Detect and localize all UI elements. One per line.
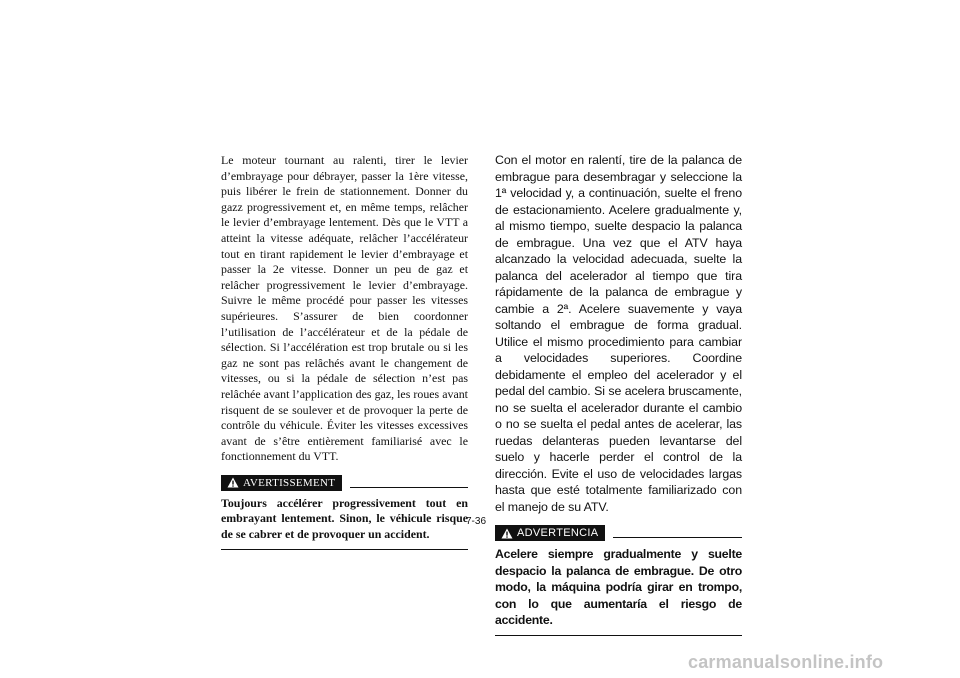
- warning-triangle-icon: [227, 477, 239, 488]
- spanish-warning-label-text: ADVERTENCIA: [517, 527, 599, 539]
- french-warning-header: [221, 473, 468, 491]
- spanish-column: [495, 152, 742, 636]
- spanish-warning-text: Acelere siempre gradualmente y suelte despacio la palanca de embrague. De otro modo, la máquina podría girar en trompo, con lo que aumentaría el riesgo de accidente.: [495, 547, 742, 627]
- spanish-body-text: Con el motor en ralentí, tire de la palanca de embrague para desembragar y seleccione la 1ª velocidad y, a continuación, suelte el freno de estacionamiento. Acelere gradualmente y, al mismo tiempo, suelte despacio la palanca de embrague. Una vez que el ATV haya alcanzado la velocidad adecuada, suelte la palanca del acelerador al tiempo que tira rápidamente de la palanca de embrague y cambie a 2ª. Acelere suavemente y vaya soltando el embrague de forma gradual. Utilice el mismo procedimiento para cambiar a velocidades superiores. Coordine debidamente el empleo del acelerador y el pedal del cambio. Si se acelera bruscamente, no se suelta el acelerador durante el cambio o no se suelta el pedal antes de acelerar, las ruedas delanteras pueden levantarse del suelo y hacerle perder el control de la dirección. Evite el uso de velocidades largas hasta que esté totalmente familiarizado con el manejo de su ATV.: [495, 153, 742, 514]
- warning-triangle-icon: [501, 528, 513, 539]
- french-warning-label-text: AVERTISSEMENT: [243, 476, 336, 489]
- french-warning-rule: [350, 487, 468, 488]
- french-body-text: Le moteur tournant au ralenti, tirer le levier d’embrayage pour débrayer, passer la 1ère vitesse, puis libérer le frein de stationnement. Donner du gazz progressivement et, en même temps, relâcher le levier d’embrayage lentement. Dès que le VTT a atteint la vitesse adéquate, relâcher l’accélérateur tout en tirant rapidement le levier d’embrayage et passer la 2e vitesse. Donner un peu de gaz et relâcher progressivement le levier d’embrayage. Suivre le même procédé pour passer les vitesses supérieures. S’assurer de bien coordonner l’utilisation de l’accélérateur et de la pédale de sélection. Si l’accélération est trop brutale ou si les gaz ne sont pas relâchés avant le changement de vitesses, ou si la pédale de sélection n’est pas relâchée avant l’application des gaz, les roues avant risquent de se soulever et de provoquer la perte de contrôle du véhicule. Éviter les vitesses excessives avant de s’être entièrement familiarisé avec le fonctionnement du VTT.: [221, 153, 468, 464]
- page-number: 7-36: [466, 516, 487, 527]
- french-warning-text: Toujours accélérer progressivement tout en embrayant lentement. Sinon, le véhicule risque de se cabrer et de provoquer un accident.: [221, 495, 468, 542]
- spanish-warning-rule: [613, 537, 742, 538]
- watermark: carmanualsonline.info: [688, 652, 884, 672]
- french-warning-label: [221, 475, 342, 491]
- spanish-warning-header: [495, 523, 742, 541]
- french-column: [221, 153, 468, 550]
- spanish-warning-bottom-rule: [495, 635, 742, 636]
- french-warning-bottom-rule: [221, 549, 468, 550]
- spanish-warning-label: [495, 525, 605, 541]
